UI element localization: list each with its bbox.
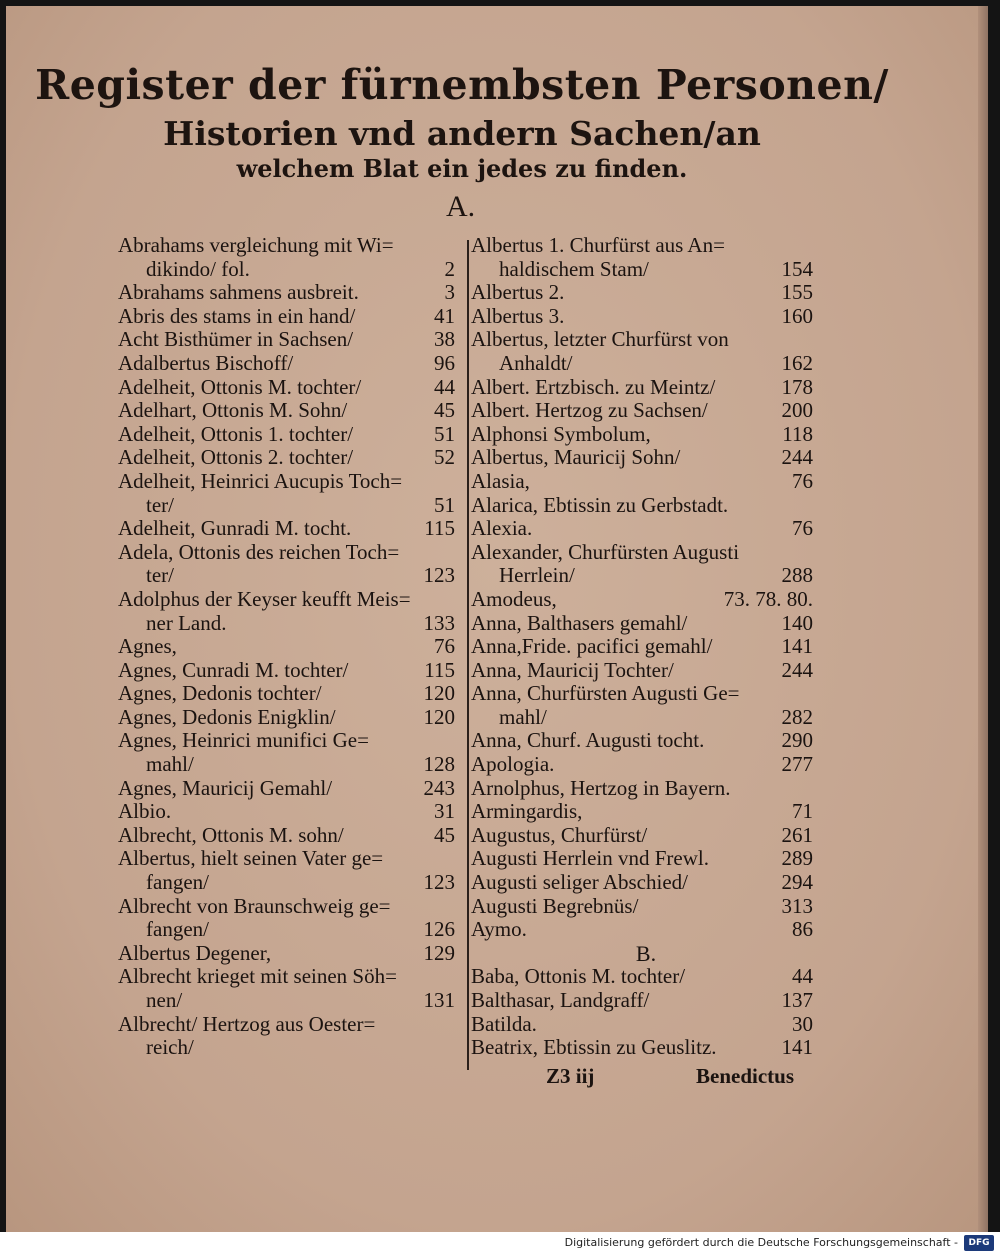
- index-entry: [118, 918, 463, 942]
- entry-page-number: 76: [792, 468, 813, 493]
- entry-name: Anna, Mauricij Tochter/: [471, 657, 674, 682]
- entry-page-number: 261: [781, 822, 813, 847]
- section-letter-a: A.: [446, 190, 476, 223]
- section-letter: B.: [635, 940, 657, 966]
- entry-name: Albert. Hertzog zu Sachsen/: [471, 398, 708, 423]
- entry-page-number: 155: [781, 280, 813, 305]
- index-entry: [471, 470, 821, 494]
- entry-name: Anna, Churf. Augusti tocht.: [471, 728, 705, 753]
- entry-name: fangen/: [146, 870, 209, 895]
- entry-name: Albertus 3.: [471, 303, 565, 328]
- entry-name: ter/: [146, 563, 174, 588]
- entry-name: Herrlein/: [499, 563, 575, 588]
- entry-name: Amodeus,: [471, 586, 557, 611]
- entry-name: Adolphus der Keyser keufft Meis=: [118, 586, 411, 611]
- entry-name: Albert. Ertzbisch. zu Meintz/: [471, 374, 716, 399]
- entry-name: Agnes,: [118, 634, 177, 659]
- entry-page-number: 96: [434, 350, 455, 375]
- entry-name: Abrahams vergleichung mit Wi=: [118, 233, 394, 257]
- index-entry: [118, 871, 463, 895]
- index-entry: [118, 706, 463, 730]
- index-entry: [118, 800, 463, 824]
- entry-page-number: 86: [792, 917, 813, 942]
- index-entry: [471, 281, 821, 305]
- index-column-left: [118, 234, 463, 1060]
- entry-name: Alexia.: [471, 516, 533, 541]
- register-title-line-1: Register der fürnembsten Personen/: [35, 61, 889, 109]
- entry-name: Anhaldt/: [499, 350, 573, 375]
- entry-page-number: 313: [781, 893, 813, 918]
- entry-name: Balthasar, Landgraff/: [471, 988, 650, 1012]
- entry-page-number: 133: [423, 610, 455, 635]
- entry-name: mahl/: [146, 752, 194, 777]
- entry-name: Anna, Churfürsten Augusti Ge=: [471, 681, 740, 706]
- index-entry: [118, 494, 463, 518]
- index-entry: [471, 1036, 821, 1060]
- footer-credit-text: Digitalisierung gefördert durch die Deutsche Forschungsgemeinschaft -: [564, 1236, 958, 1249]
- digitization-footer: [0, 1232, 1000, 1255]
- index-entry: [118, 234, 463, 258]
- entry-name: Albertus 2.: [471, 280, 565, 305]
- entry-name: Albertus 1. Churfürst aus An=: [471, 233, 725, 257]
- index-entry: [118, 446, 463, 470]
- index-entry: [118, 1013, 463, 1037]
- entry-page-number: 44: [434, 374, 455, 399]
- page-edge: [978, 6, 988, 1232]
- entry-page-number: 128: [423, 752, 455, 777]
- entry-page-number: 123: [423, 563, 455, 588]
- index-entry: [471, 635, 821, 659]
- entry-page-number: 244: [781, 445, 813, 470]
- entry-name: Albertus Degener,: [118, 940, 272, 965]
- entry-page-number: 141: [781, 634, 813, 659]
- index-entry: [471, 659, 821, 683]
- index-entry: [118, 895, 463, 919]
- entry-page-number: 38: [434, 327, 455, 352]
- entry-name: Albrecht krieget mit seinen Söh=: [118, 964, 397, 989]
- index-entry: [471, 895, 821, 919]
- entry-page-number: 277: [781, 752, 813, 777]
- index-entry: [471, 517, 821, 541]
- index-entry: [118, 1036, 463, 1060]
- index-entry: [118, 281, 463, 305]
- entry-name: Agnes, Heinrici munifici Ge=: [118, 728, 369, 753]
- index-entry: [118, 258, 463, 282]
- entry-name: fangen/: [146, 917, 209, 942]
- index-entry: [118, 777, 463, 801]
- entry-name: Adelheit, Ottonis M. tochter/: [118, 374, 362, 399]
- entry-name: Alphonsi Symbolum,: [471, 421, 651, 446]
- entry-name: Alasia,: [471, 468, 530, 493]
- entry-page-number: 115: [424, 516, 455, 541]
- index-entry: [118, 965, 463, 989]
- index-entry: [118, 517, 463, 541]
- entry-page-number: 115: [424, 657, 455, 682]
- entry-name: Batilda.: [471, 1011, 537, 1036]
- entry-page-number: 160: [781, 303, 813, 328]
- entry-name: Albertus, hielt seinen Vater ge=: [118, 846, 384, 871]
- register-title-line-2: Historien vnd andern Sachen/an: [163, 114, 761, 153]
- entry-page-number: 289: [781, 846, 813, 871]
- entry-name: Anna, Balthasers gemahl/: [471, 610, 688, 635]
- entry-page-number: 118: [782, 421, 813, 446]
- entry-name: Augustus, Churfürst/: [471, 822, 648, 847]
- index-entry: [118, 352, 463, 376]
- index-entry: [471, 258, 821, 282]
- index-entry: [471, 541, 821, 565]
- index-entry: [471, 706, 821, 730]
- index-entry: [118, 753, 463, 777]
- entry-name: dikindo/ fol.: [146, 256, 250, 281]
- index-entry: [118, 564, 463, 588]
- entry-page-number: 244: [781, 657, 813, 682]
- entry-page-number: 73. 78. 80.: [723, 586, 813, 611]
- entry-page-number: 2: [444, 256, 455, 281]
- entry-page-number: 123: [423, 870, 455, 895]
- entry-name: Armingardis,: [471, 799, 583, 824]
- entry-name: Baba, Ottonis M. tochter/: [471, 964, 686, 989]
- entry-name: Alexander, Churfürsten Augusti: [471, 539, 740, 564]
- entry-name: Alarica, Ebtissin zu Gerbstadt.: [471, 492, 729, 517]
- entry-name: Albio.: [118, 799, 172, 824]
- entry-name: reich/: [146, 1035, 194, 1060]
- entry-page-number: 31: [434, 799, 455, 824]
- index-entry: [118, 729, 463, 753]
- entry-page-number: 120: [423, 681, 455, 706]
- entry-name: haldischem Stam/: [499, 256, 649, 281]
- index-entry: [118, 328, 463, 352]
- entry-page-number: 52: [434, 445, 455, 470]
- entry-page-number: 30: [792, 1011, 813, 1036]
- index-entry: [118, 423, 463, 447]
- entry-page-number: 45: [434, 822, 455, 847]
- entry-name: Adelheit, Ottonis 1. tochter/: [118, 421, 354, 446]
- index-entry: [118, 305, 463, 329]
- entry-name: ner Land.: [146, 610, 227, 635]
- index-entry: [471, 965, 821, 989]
- index-entry: [471, 777, 821, 801]
- index-entry: [118, 824, 463, 848]
- index-entry: [471, 918, 821, 942]
- entry-name: Agnes, Mauricij Gemahl/: [118, 775, 333, 800]
- entry-name: nen/: [146, 988, 183, 1012]
- index-entry: [471, 234, 821, 258]
- entry-page-number: 282: [781, 704, 813, 729]
- entry-page-number: 137: [781, 988, 813, 1012]
- entry-page-number: 126: [423, 917, 455, 942]
- index-entry: [118, 682, 463, 706]
- entry-name: Adelheit, Gunradi M. tocht.: [118, 516, 352, 541]
- index-entry: [471, 753, 821, 777]
- entry-name: Aymo.: [471, 917, 527, 942]
- index-entry: [471, 1013, 821, 1037]
- entry-page-number: 162: [781, 350, 813, 375]
- entry-page-number: 178: [781, 374, 813, 399]
- entry-page-number: 243: [423, 775, 455, 800]
- entry-name: Agnes, Cunradi M. tochter/: [118, 657, 349, 682]
- index-entry: [118, 399, 463, 423]
- entry-page-number: 71: [792, 799, 813, 824]
- index-entry: [118, 847, 463, 871]
- entry-page-number: 129: [423, 940, 455, 965]
- entry-name: Albrecht, Ottonis M. sohn/: [118, 822, 344, 847]
- catchword: Benedictus: [696, 1064, 795, 1088]
- entry-name: Anna,Fride. pacifici gemahl/: [471, 634, 713, 659]
- entry-name: ter/: [146, 492, 174, 517]
- entry-page-number: 45: [434, 398, 455, 423]
- entry-name: Adelheit, Heinrici Aucupis Toch=: [118, 468, 403, 493]
- entry-page-number: 131: [423, 988, 455, 1012]
- entry-name: Albrecht von Braunschweig ge=: [118, 893, 391, 918]
- index-entry: [118, 612, 463, 636]
- entry-name: Adelheit, Ottonis 2. tochter/: [118, 445, 354, 470]
- entry-name: Abrahams sahmens ausbreit.: [118, 280, 359, 305]
- index-entry: [471, 824, 821, 848]
- entry-name: Albertus, Mauricij Sohn/: [471, 445, 681, 470]
- index-entry: [118, 635, 463, 659]
- entry-page-number: 76: [434, 634, 455, 659]
- index-entry: [471, 423, 821, 447]
- entry-name: Apologia.: [471, 752, 555, 777]
- entry-name: Augusti Begrebnüs/: [471, 893, 639, 918]
- entry-name: Acht Bisthümer in Sachsen/: [118, 327, 354, 352]
- signature-mark: Z3 iij: [546, 1064, 595, 1088]
- index-entry: [471, 376, 821, 400]
- entry-page-number: 120: [423, 704, 455, 729]
- index-entry: [118, 376, 463, 400]
- index-entry: [471, 446, 821, 470]
- entry-name: Augusti Herrlein vnd Frewl.: [471, 846, 709, 871]
- entry-page-number: 290: [781, 728, 813, 753]
- index-entry: [471, 871, 821, 895]
- entry-name: Arnolphus, Hertzog in Bayern.: [471, 775, 731, 800]
- entry-page-number: 154: [781, 256, 813, 281]
- entry-name: Augusti seliger Abschied/: [471, 870, 688, 895]
- entry-name: Adela, Ottonis des reichen Toch=: [118, 539, 400, 564]
- index-entry: [471, 682, 821, 706]
- entry-name: mahl/: [499, 704, 547, 729]
- index-entry: [471, 399, 821, 423]
- entry-page-number: 140: [781, 610, 813, 635]
- entry-page-number: 44: [792, 964, 813, 989]
- entry-page-number: 141: [781, 1035, 813, 1060]
- index-entry: [471, 989, 821, 1013]
- entry-name: Agnes, Dedonis Enigklin/: [118, 704, 336, 729]
- index-column-right: [471, 234, 821, 1060]
- entry-page-number: 76: [792, 516, 813, 541]
- column-divider: [467, 240, 469, 1070]
- entry-name: Adelhart, Ottonis M. Sohn/: [118, 398, 348, 423]
- entry-name: Albrecht/ Hertzog aus Oester=: [118, 1011, 376, 1036]
- entry-page-number: 51: [434, 492, 455, 517]
- book-page: [6, 6, 988, 1232]
- index-entry: [118, 942, 463, 966]
- dfg-logo: DFG: [964, 1235, 994, 1251]
- index-entry: [471, 352, 821, 376]
- index-entry: [471, 847, 821, 871]
- entry-page-number: 294: [781, 870, 813, 895]
- index-entry: [471, 494, 821, 518]
- index-entry: [118, 588, 463, 612]
- entry-name: Agnes, Dedonis tochter/: [118, 681, 322, 706]
- index-entry: [118, 659, 463, 683]
- entry-page-number: 41: [434, 303, 455, 328]
- index-entry: [471, 612, 821, 636]
- index-entry: [118, 989, 463, 1013]
- index-entry: [471, 800, 821, 824]
- entry-page-number: 200: [781, 398, 813, 423]
- entry-name: Adalbertus Bischoff/: [118, 350, 294, 375]
- index-entry: [471, 328, 821, 352]
- entry-name: Beatrix, Ebtissin zu Geuslitz.: [471, 1035, 717, 1060]
- index-entry: [471, 729, 821, 753]
- entry-name: Albertus, letzter Churfürst von: [471, 327, 729, 352]
- index-entry: [118, 470, 463, 494]
- entry-page-number: 51: [434, 421, 455, 446]
- entry-page-number: 288: [781, 563, 813, 588]
- index-entry: [471, 588, 821, 612]
- entry-page-number: 3: [444, 280, 455, 305]
- index-entry: [471, 564, 821, 588]
- entry-name: Abris des stams in ein hand/: [118, 303, 356, 328]
- index-entry: [471, 305, 821, 329]
- register-title-line-3: welchem Blat ein jedes zu finden.: [236, 154, 688, 183]
- index-entry: [118, 541, 463, 565]
